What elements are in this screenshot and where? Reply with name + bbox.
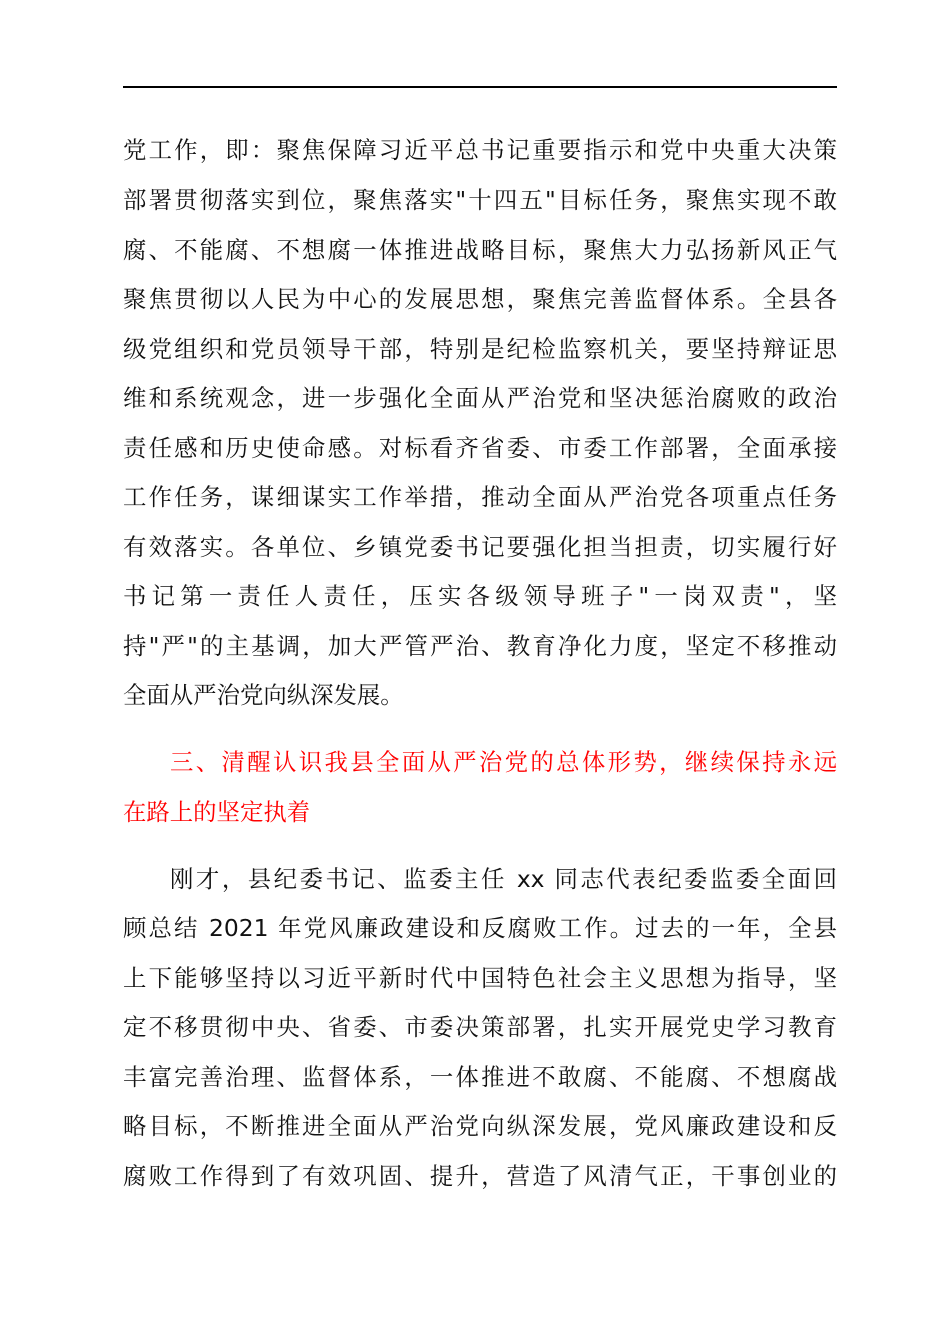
paragraph-line: 部署贯彻落实到位，聚焦落实"十四五"目标任务，聚焦实现不敢 xyxy=(123,186,837,214)
paragraph-line: 持"严"的主基调，加大严管严治、教育净化力度，坚定不移推动 xyxy=(123,632,837,660)
paragraph-line: 责任感和历史使命感。对标看齐省委、市委工作部署，全面承接 xyxy=(123,434,837,462)
paragraph-line: 丰富完善治理、监督体系，一体推进不敢腐、不能腐、不想腐战 xyxy=(123,1063,837,1091)
paragraph-line: 略目标，不断推进全面从严治党向纵深发展，党风廉政建设和反 xyxy=(123,1112,837,1140)
paragraph-line: 级党组织和党员领导干部，特别是纪检监察机关，要坚持辩证思 xyxy=(123,335,837,363)
paragraph-line: 有效落实。各单位、乡镇党委书记要强化担当担责，切实履行好 xyxy=(123,533,837,561)
paragraph-line: 书记第一责任人责任，压实各级领导班子"一岗双责"，坚 xyxy=(123,582,837,610)
paragraph-line: 刚才，县纪委书记、监委主任 xx 同志代表纪委监委全面回 xyxy=(170,865,837,893)
paragraph-line: 腐败工作得到了有效巩固、提升，营造了风清气正，干事创业的 xyxy=(123,1162,837,1190)
heading-line: 三、清醒认识我县全面从严治党的总体形势，继续保持永远 xyxy=(170,748,837,776)
paragraph-line: 工作任务，谋细谋实工作举措，推动全面从严治党各项重点任务 xyxy=(123,483,837,511)
header-rule xyxy=(123,86,837,88)
paragraph-line: 全面从严治党向纵深发展。 xyxy=(123,681,404,709)
paragraph-line: 维和系统观念，进一步强化全面从严治党和坚决惩治腐败的政治 xyxy=(123,384,837,412)
paragraph-line: 聚焦贯彻以人民为中心的发展思想，聚焦完善监督体系。全县各 xyxy=(123,285,837,313)
paragraph-line: 腐、不能腐、不想腐一体推进战略目标，聚焦大力弘扬新风正气 xyxy=(123,236,837,264)
paragraph-line: 顾总结 2021 年党风廉政建设和反腐败工作。过去的一年，全县 xyxy=(123,914,837,942)
paragraph-line: 上下能够坚持以习近平新时代中国特色社会主义思想为指导，坚 xyxy=(123,964,837,992)
heading-line: 在路上的坚定执着 xyxy=(123,798,311,826)
paragraph-line: 定不移贯彻中央、省委、市委决策部署，扎实开展党史学习教育 xyxy=(123,1013,837,1041)
paragraph-line: 党工作，即：聚焦保障习近平总书记重要指示和党中央重大决策 xyxy=(123,136,837,164)
